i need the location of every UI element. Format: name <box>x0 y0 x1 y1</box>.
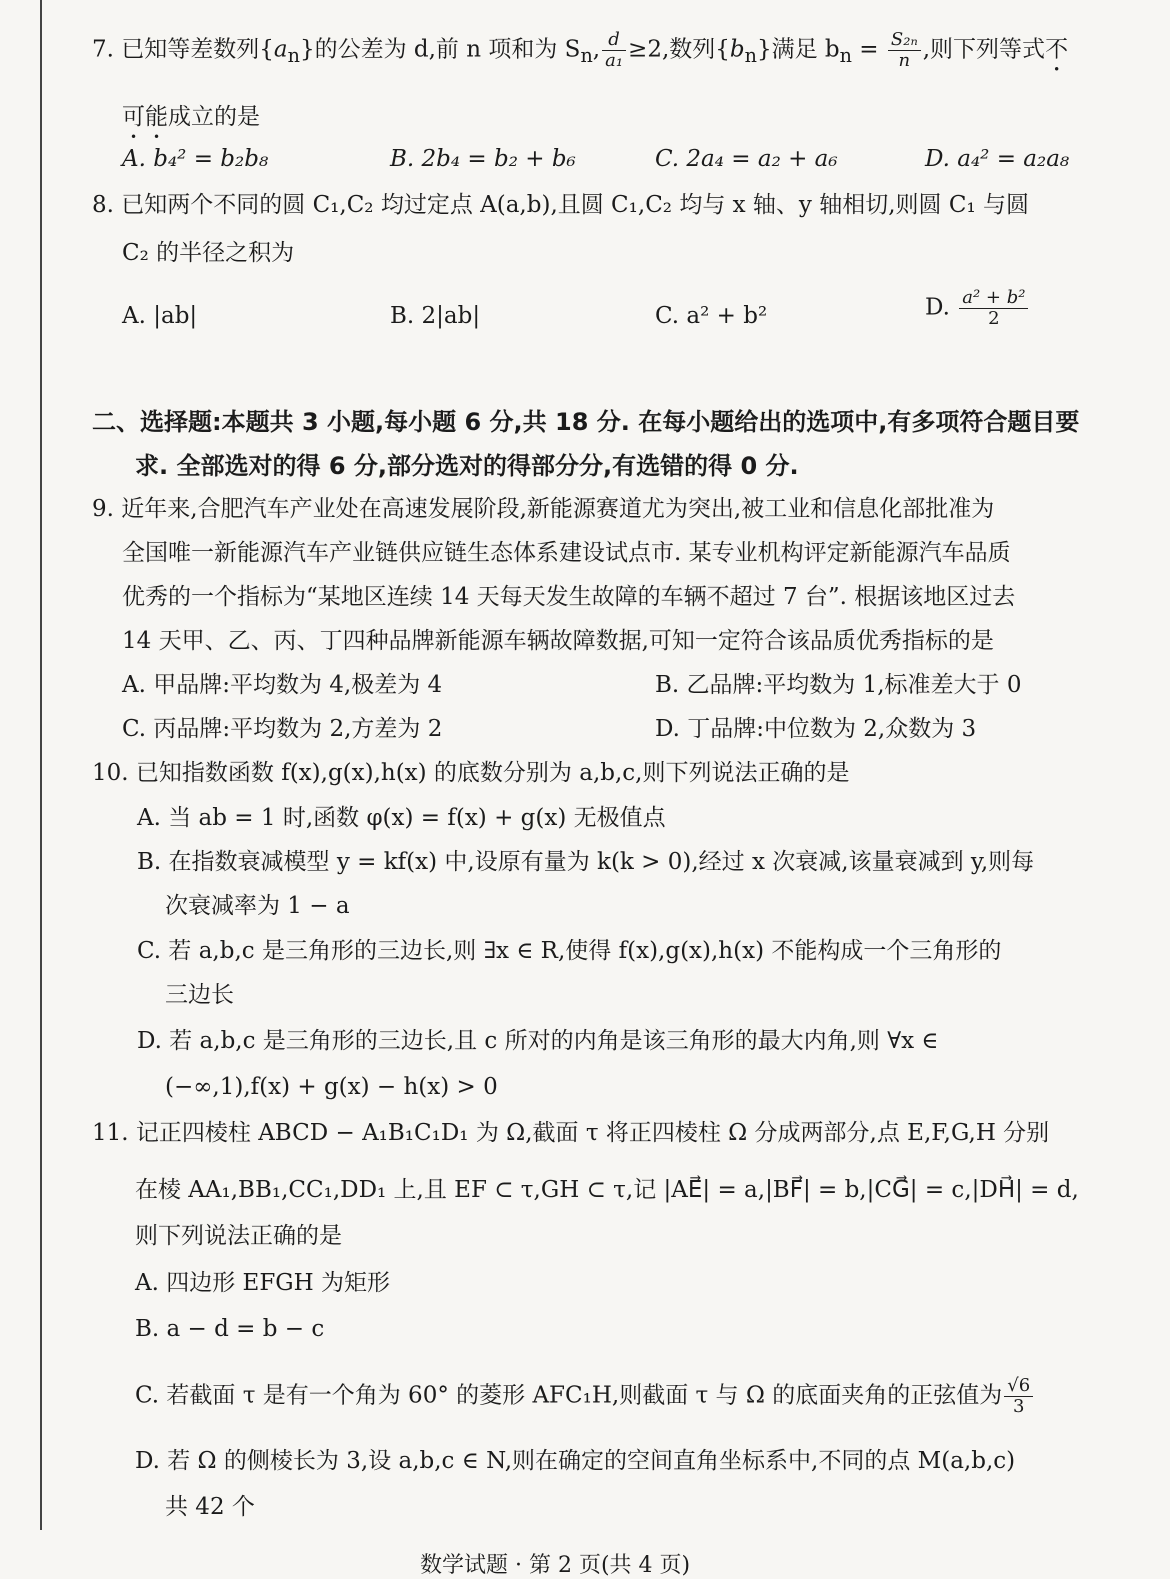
q10-option-d-line1: D. 若 a,b,c 是三角形的三边长,且 c 所对的内角是该三角形的最大内角,则 ∀x ∈ <box>137 1028 939 1054</box>
q7-option-c: C. 2a₄ = a₂ + a₆ <box>655 146 838 172</box>
q9-stem-line2: 全国唯一新能源汽车产业链供应链生态体系建设试点市. 某专业机构评定新能源汽车品质 <box>122 540 1011 566</box>
q11-option-c-fraction: $\frac{√6}{3}$ <box>1004 1376 1033 1417</box>
q10-option-c-line1: C. 若 a,b,c 是三角形的三边长,则 ∃x ∈ R,使得 f(x),g(x),h(x) 不能构成一个三角形的 <box>137 938 1002 964</box>
q10-stem: 10. 已知指数函数 f(x),g(x),h(x) 的底数分别为 a,b,c,则下列说法正确的是 <box>92 760 850 786</box>
q8-option-b: B. 2|ab| <box>390 303 481 329</box>
q10-option-b-line1: B. 在指数衰减模型 y = kf(x) 中,设原有量为 k(k > 0),经过 x 次衰减,该量衰减到 y,则每 <box>137 849 1035 875</box>
q11-stem-line2: 在棱 AA₁,BB₁,CC₁,DD₁ 上,且 EF ⊂ τ,GH ⊂ τ,记 |AE⃗| = a,|BF⃗| = b,|CG⃗| = c,|DH⃗| = d, <box>135 1177 1079 1203</box>
q7-stem-line2: 可能成立的是 <box>122 104 260 130</box>
q7-fraction-d-over-a1: $\frac{d}{\text{a₁}}$ <box>602 30 626 71</box>
q8-option-a: A. |ab| <box>122 303 198 329</box>
q9-option-c: C. 丙品牌:平均数为 2,方差为 2 <box>122 716 443 742</box>
page-footer: 数学试题 · 第 2 页(共 4 页) <box>420 1553 691 1578</box>
q9-option-a: A. 甲品牌:平均数为 4,极差为 4 <box>122 672 443 698</box>
section2-heading-line1: 二、选择题:本题共 3 小题,每小题 6 分,共 18 分. 在每小题给出的选项中,有多项符合题目要 <box>92 408 1080 436</box>
q7-stem-line1: 7. 已知等差数列$\{a_n\}$的公差为 d,前 n 项和为 $S_n$, $\frac{d}{\text{a₁}}$ ≥2,数列$\{b_n\}$满足 $b_n$ = $\frac{\text{S₂ₙ}}{n}$ ,则下列等式不 <box>92 29 1069 71</box>
q8-option-d: D. $\frac{\text{a² + b²}}{2}$ <box>925 288 1030 329</box>
q8-option-c: C. a² + b² <box>655 303 768 329</box>
q10-option-d-line2: (−∞,1),f(x) + g(x) − h(x) > 0 <box>165 1074 498 1100</box>
section2-heading-line2: 求. 全部选对的得 6 分,部分选对的得部分分,有选错的得 0 分. <box>135 452 799 480</box>
q9-stem-line4: 14 天甲、乙、丙、丁四种品牌新能源车辆故障数据,可知一定符合该品质优秀指标的是 <box>122 628 994 654</box>
q7-option-a: A. b₄² = b₂b₈ <box>122 146 269 172</box>
q8-stem-line2: C₂ 的半径之积为 <box>122 240 295 266</box>
q8-stem-line1: 8. 已知两个不同的圆 C₁,C₂ 均过定点 A(a,b),且圆 C₁,C₂ 均与 x 轴、y 轴相切,则圆 C₁ 与圆 <box>92 192 1029 218</box>
q11-stem-line3: 则下列说法正确的是 <box>135 1223 342 1249</box>
q10-option-a: A. 当 ab = 1 时,函数 φ(x) = f(x) + g(x) 无极值点 <box>137 805 666 831</box>
q9-option-d: D. 丁品牌:中位数为 2,众数为 3 <box>655 716 977 742</box>
q11-option-c: C. 若截面 τ 是有一个角为 60° 的菱形 AFC₁H,则截面 τ 与 Ω 的底面夹角的正弦值为 $\frac{√6}{3}$ <box>135 1376 1035 1417</box>
q9-stem-line1: 9. 近年来,合肥汽车产业处在高速发展阶段,新能源赛道尤为突出,被工业和信息化部批准为 <box>92 496 995 522</box>
q11-option-b: B. a − d = b − c <box>135 1316 325 1342</box>
q9-option-b: B. 乙品牌:平均数为 1,标准差大于 0 <box>655 672 1022 698</box>
q10-option-c-line2: 三边长 <box>165 982 234 1008</box>
q9-stem-line3: 优秀的一个指标为“某地区连续 14 天每天发生故障的车辆不超过 7 台”. 根据该地区过去 <box>122 584 1016 610</box>
q11-stem-line1: 11. 记正四棱柱 ABCD − A₁B₁C₁D₁ 为 Ω,截面 τ 将正四棱柱 Ω 分成两部分,点 E,F,G,H 分别 <box>92 1120 1050 1146</box>
q8-option-d-fraction: $\frac{\text{a² + b²}}{2}$ <box>959 288 1028 329</box>
q10-option-b-line2: 次衰减率为 1 − a <box>165 893 350 919</box>
left-margin-rule <box>40 0 42 1530</box>
q11-option-d-line2: 共 42 个 <box>165 1494 255 1520</box>
q11-option-a: A. 四边形 EFGH 为矩形 <box>135 1270 391 1296</box>
q11-option-d-line1: D. 若 Ω 的侧棱长为 3,设 a,b,c ∈ N,则在确定的空间直角坐标系中,不同的点 M(a,b,c) <box>135 1448 1016 1474</box>
q7-option-b: B. 2b₄ = b₂ + b₆ <box>390 146 576 172</box>
q7-option-d: D. a₄² = a₂a₈ <box>925 146 1070 172</box>
q7-fraction-s2n-over-n: $\frac{\text{S₂ₙ}}{n}$ <box>888 30 921 71</box>
